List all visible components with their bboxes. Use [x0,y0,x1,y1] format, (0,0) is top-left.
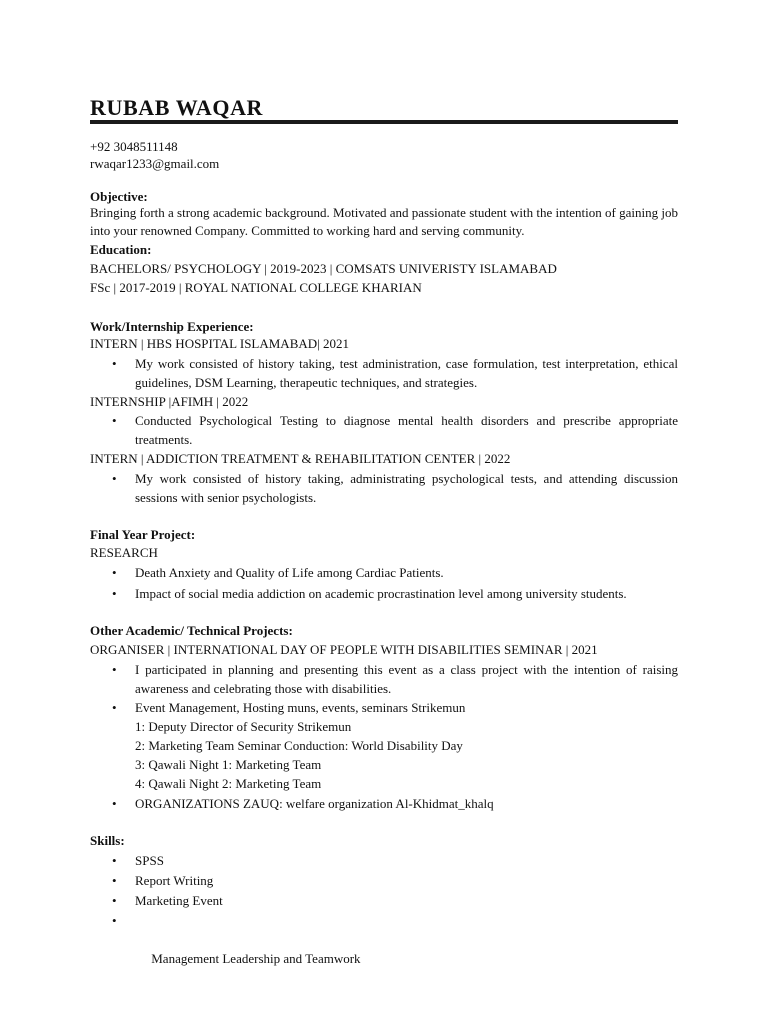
bullet-text: Death Anxiety and Quality of Life among Cardiac Patients. [135,565,444,580]
email-address: rwaqar1233@gmail.com [90,156,220,171]
other-projects-heading: Other Academic/ Technical Projects: [90,623,293,638]
header-rule [90,120,678,124]
skill-item [112,911,678,987]
work-entry-title: INTERNSHIP |AFIMH | 2022 [90,394,249,409]
bullet-text: I participated in planning and presenting this event as a class project with the intention of raising awareness and celebrating those with disabilities. [135,662,678,696]
bullet-text: Event Management, Hosting muns, events, seminars Strikemun [135,700,466,715]
fyp-heading: Final Year Project: [90,527,196,542]
bullet-text: ORGANIZATIONS ZAUQ: welfare organization Al-Khidmat_khalq [135,796,494,811]
bullet-glyph: • [112,565,117,580]
skill-item [112,851,678,870]
other-projects-bullet [112,698,678,717]
bullet-glyph: • [112,700,117,715]
education-item: FSc | 2017-2019 | ROYAL NATIONAL COLLEGE KHARIAN [90,280,422,295]
bullet-text: Impact of social media addiction on academic procrastination level among university students. [135,586,627,601]
work-bullet [112,411,678,449]
event-subline: 1: Deputy Director of Security Strikemun [135,719,352,734]
work-entry-title: INTERN | ADDICTION TREATMENT & REHABILITATION CENTER | 2022 [90,451,511,466]
other-projects-subtitle: ORGANISER | INTERNATIONAL DAY OF PEOPLE WITH DISABILITIES SEMINAR | 2021 [90,642,598,657]
bullet-glyph: • [112,413,117,428]
skill-item [112,871,678,890]
event-subline: 4: Qawali Night 2: Marketing Team [135,776,322,791]
bullet-glyph: • [112,662,117,677]
bullet-glyph: • [112,796,117,811]
skill-text: Management Leadership and Teamwork [148,951,361,966]
bullet-glyph: • [112,471,117,486]
other-projects-bullet [112,794,678,813]
bullet-glyph: • [112,913,117,928]
fyp-subtitle: RESEARCH [90,545,158,560]
skill-item [112,891,678,910]
skill-text: Marketing Event [135,893,223,908]
phone-number: +92 3048511148 [90,139,178,154]
event-subline: 2: Marketing Team Seminar Conduction: World Disability Day [135,738,463,753]
work-heading: Work/Internship Experience: [90,319,254,334]
work-bullet [112,354,678,392]
fyp-bullet [112,584,678,603]
event-subline: 3: Qawali Night 1: Marketing Team [135,757,322,772]
bullet-glyph: • [112,356,117,371]
bullet-glyph: • [112,893,117,908]
bullet-text: My work consisted of history taking, test administration, case formulation, test interpretation, ethical guidelines, DSM Learning, therapeutic techniques, and strategies. [135,356,678,390]
objective-heading: Objective: [90,189,148,204]
skill-text: SPSS [135,853,164,868]
bullet-glyph: • [112,586,117,601]
skills-heading: Skills: [90,833,125,848]
objective-text: Bringing forth a strong academic background. Motivated and passionate student with the intention of gaining job into your renowned Company. Committed to working hard and serving community. [90,205,678,238]
bullet-text: My work consisted of history taking, administrating psychological tests, and attending discussion sessions with senior psychologists. [135,471,678,505]
education-heading: Education: [90,242,152,257]
education-item: BACHELORS/ PSYCHOLOGY | 2019-2023 | COMSATS UNIVERISTY ISLAMABAD [90,261,557,276]
bullet-text: Conducted Psychological Testing to diagnose mental health disorders and prescribe appropriate treatments. [135,413,678,447]
skill-text: Report Writing [135,873,214,888]
fyp-bullet [112,563,678,582]
work-entry-title: INTERN | HBS HOSPITAL ISLAMABAD| 2021 [90,336,349,351]
work-bullet [112,469,678,507]
bullet-glyph: • [112,873,117,888]
bullet-glyph: • [112,853,117,868]
other-projects-bullet [112,660,678,698]
candidate-name: RUBAB WAQAR [90,95,264,120]
